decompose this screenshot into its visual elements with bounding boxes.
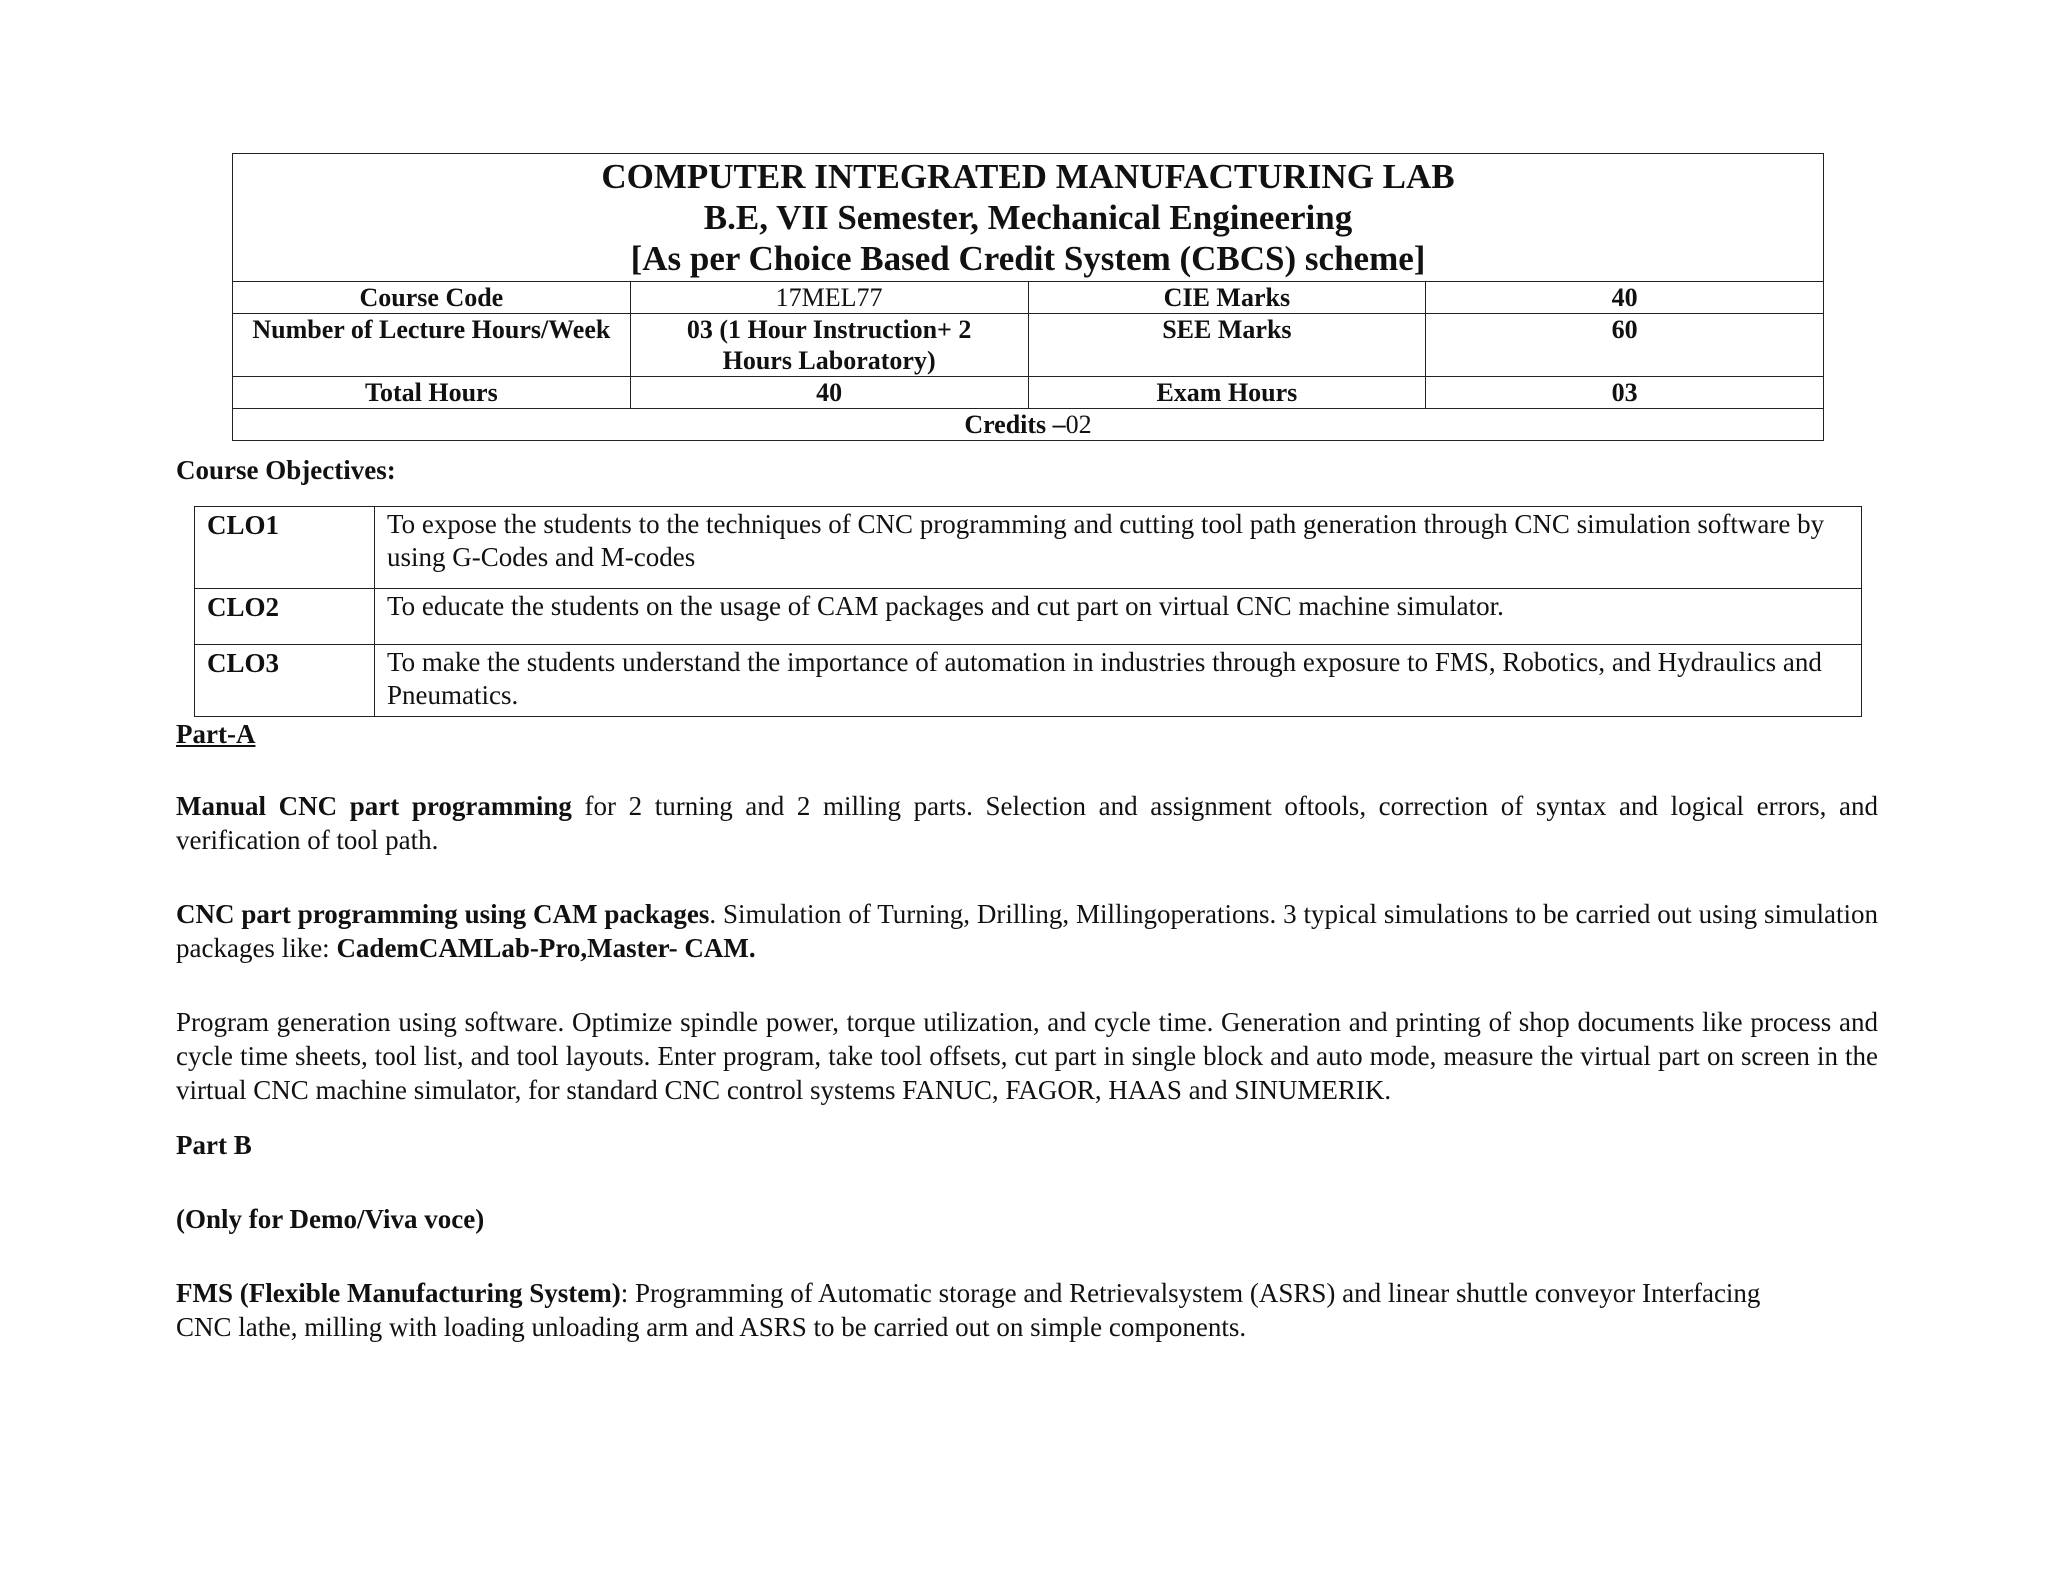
manual-cnc-text: for 2 turning and 2 milling parts. Selection and assignment oftools, correction of syntax and logical errors, and verification of tool path. — [176, 791, 1878, 855]
exam-hours-value: 03 — [1426, 377, 1824, 409]
part-a-paragraph-1 — [176, 789, 1878, 857]
objective-code: CLO3 — [195, 645, 375, 717]
cam-text: . Simulation of Turning, Drilling, Millingoperations. 3 typical simulations to be carried out using simulation packages like: — [176, 899, 1879, 963]
objective-row — [195, 589, 1862, 645]
credits-cell — [233, 409, 1824, 441]
lecture-hours-value: 03 (1 Hour Instruction+ 2 Hours Laboratory) — [630, 314, 1028, 377]
part-b-subheading: (Only for Demo/Viva voce) — [176, 1204, 485, 1234]
course-objectives-heading: Course Objectives: — [176, 455, 396, 485]
part-a-paragraph-2 — [176, 897, 1878, 965]
total-hours-row — [233, 377, 1824, 409]
objective-text: To expose the students to the techniques of CNC programming and cutting tool path generation through CNC simulation software by using G-Codes and M-codes — [375, 507, 1862, 589]
objective-text: To make the students understand the importance of automation in industries through exposure to FMS, Robotics, and Hydraulics and Pneumatics. — [375, 645, 1862, 717]
course-title-cell — [233, 154, 1824, 282]
fms-text: : Programming of Automatic storage and Retrievalsystem (ASRS) and linear shuttle conveyor Interfacing CNC lathe, milling with loading unloading arm and ASRS to be carried out on simple components. — [176, 1278, 1761, 1342]
objective-code: CLO1 — [195, 507, 375, 589]
exam-hours-label: Exam Hours — [1028, 377, 1426, 409]
part-b-paragraph-1 — [176, 1276, 1776, 1344]
cie-marks-label: CIE Marks — [1028, 282, 1426, 314]
course-semester: B.E, VII Semester, Mechanical Engineering — [703, 198, 1353, 237]
credits-row — [233, 409, 1824, 441]
part-a-heading: Part-A — [176, 719, 256, 749]
cam-packages: CademCAMLab-Pro,Master- CAM. — [336, 933, 756, 963]
see-marks-value: 60 — [1426, 314, 1824, 377]
see-marks-label: SEE Marks — [1028, 314, 1426, 377]
title-row — [233, 154, 1824, 282]
course-code-label: Course Code — [233, 282, 631, 314]
total-hours-value: 40 — [630, 377, 1028, 409]
course-scheme: [As per Choice Based Credit System (CBCS) scheme] — [630, 239, 1426, 278]
course-header-table — [232, 153, 1824, 441]
part-b-heading: Part B — [176, 1130, 252, 1160]
cie-marks-value: 40 — [1426, 282, 1824, 314]
credits-label: Credits – — [964, 410, 1066, 439]
fms-title: FMS (Flexible Manufacturing System) — [176, 1278, 621, 1308]
manual-cnc-title: Manual CNC part programming — [176, 791, 572, 821]
cam-title: CNC part programming using CAM packages — [176, 899, 710, 929]
part-a-paragraph-3: Program generation using software. Optimize spindle power, torque utilization, and cycle time. Generation and printing of shop documents like process and cycle time sheets, tool list, and tool layouts. Enter program, take tool offsets, cut part in single block and auto mode, measure the virtual part on screen in the virtual CNC machine simulator, for standard CNC control systems FANUC, FAGOR, HAAS and SINUMERIK. — [176, 1007, 1878, 1105]
course-code-value: 17MEL77 — [630, 282, 1028, 314]
credits-value: 02 — [1065, 410, 1092, 439]
objective-row — [195, 645, 1862, 717]
total-hours-label: Total Hours — [233, 377, 631, 409]
lecture-hours-label: Number of Lecture Hours/Week — [233, 314, 631, 377]
objective-row — [195, 507, 1862, 589]
objective-code: CLO2 — [195, 589, 375, 645]
course-title: COMPUTER INTEGRATED MANUFACTURING LAB — [601, 157, 1455, 196]
course-code-row — [233, 282, 1824, 314]
objective-text: To educate the students on the usage of CAM packages and cut part on virtual CNC machine simulator. — [375, 589, 1862, 645]
course-objectives-table — [194, 506, 1862, 717]
lecture-hours-row — [233, 314, 1824, 377]
